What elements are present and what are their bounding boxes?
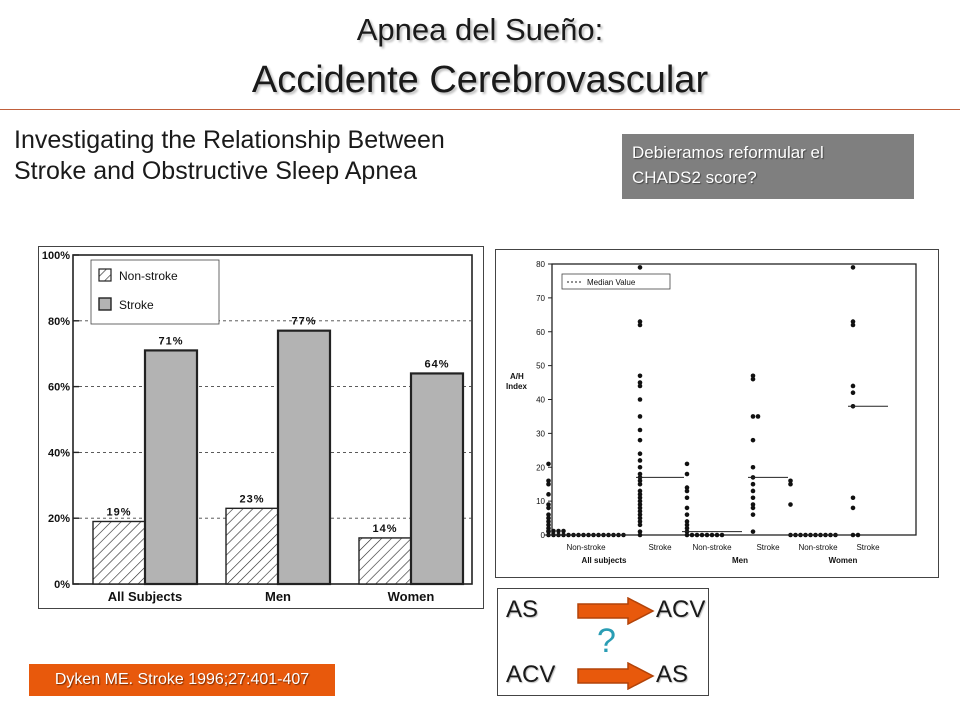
data-point xyxy=(751,529,756,534)
category-label: All Subjects xyxy=(107,589,183,604)
bar-non-stroke xyxy=(359,538,411,584)
y-tick-label: 60 xyxy=(536,327,545,337)
scatter-chart xyxy=(496,250,938,577)
bar-value-label: 19% xyxy=(106,506,132,519)
data-point xyxy=(685,472,690,477)
legend xyxy=(91,260,219,324)
data-point xyxy=(546,482,551,487)
bar-stroke xyxy=(278,331,330,584)
data-point xyxy=(638,523,643,528)
scatter-chart-panel xyxy=(495,249,939,578)
data-point xyxy=(638,465,643,470)
group-label: Stroke xyxy=(756,543,780,552)
data-point xyxy=(638,458,643,463)
data-point xyxy=(851,323,856,328)
data-point xyxy=(638,397,643,402)
bar-chart xyxy=(39,247,483,608)
data-point xyxy=(551,529,556,534)
y-tick-label: 70 xyxy=(536,293,545,303)
data-point xyxy=(546,529,551,534)
section-label: Women xyxy=(828,556,858,565)
data-point xyxy=(695,533,700,538)
data-point xyxy=(751,512,756,517)
data-point xyxy=(638,438,643,443)
y-tick-label: 40% xyxy=(47,447,70,460)
data-point xyxy=(685,495,690,500)
data-point xyxy=(546,506,551,511)
chads2-note-box xyxy=(622,134,914,199)
flow-top-right: ACV xyxy=(656,596,706,623)
category-label: Men xyxy=(265,589,291,604)
data-point xyxy=(638,482,643,487)
group-label: Non-stroke xyxy=(566,543,606,552)
data-point xyxy=(851,495,856,500)
data-point xyxy=(546,462,551,467)
data-point xyxy=(685,512,690,517)
bar-value-label: 71% xyxy=(158,335,184,348)
note-line1: Debieramos reformular el xyxy=(632,143,824,162)
y-tick-label: 0 xyxy=(540,531,545,540)
data-point xyxy=(851,390,856,395)
y-tick-label: 10 xyxy=(536,497,545,507)
y-axis-label: Index xyxy=(506,382,527,392)
plot-frame xyxy=(552,264,916,535)
subtitle-line1: Investigating the Relationship Between xyxy=(14,126,445,154)
category-label: Women xyxy=(387,589,435,604)
bar-non-stroke xyxy=(93,521,145,584)
bar-chart-panel xyxy=(38,246,484,609)
data-point xyxy=(705,533,710,538)
data-point xyxy=(751,414,756,419)
y-tick-label: 80% xyxy=(47,315,70,328)
section-label: All subjects xyxy=(581,556,627,565)
data-point xyxy=(561,529,566,534)
y-tick-label: 40 xyxy=(536,395,545,405)
legend-swatch-non-stroke xyxy=(99,269,111,281)
bar-value-label: 14% xyxy=(372,522,398,535)
y-tick-label: 50 xyxy=(536,361,545,371)
bar-value-label: 23% xyxy=(239,493,265,506)
bar-value-label: 77% xyxy=(291,315,317,328)
data-point xyxy=(751,377,756,382)
data-point xyxy=(638,414,643,419)
data-point xyxy=(685,489,690,494)
bar-non-stroke xyxy=(226,508,278,584)
bar-stroke xyxy=(411,373,463,584)
slide-subtitle xyxy=(14,125,445,187)
flow-bottom-right: AS xyxy=(656,661,689,688)
section-label: Men xyxy=(732,556,748,565)
data-point xyxy=(851,384,856,389)
data-point xyxy=(638,451,643,456)
data-point xyxy=(788,482,793,487)
slide-title-line2: Accidente Cerebrovascular xyxy=(251,59,709,101)
data-point xyxy=(751,438,756,443)
citation-badge: Dyken ME. Stroke 1996;27:401-407 xyxy=(29,664,335,696)
data-point xyxy=(638,533,643,538)
data-point xyxy=(710,533,715,538)
y-tick-label: 60% xyxy=(47,381,70,394)
title-divider xyxy=(0,109,960,110)
note-line2: CHADS2 score? xyxy=(632,168,757,187)
y-tick-label: 100% xyxy=(41,250,70,262)
data-point xyxy=(556,529,561,534)
data-point xyxy=(751,495,756,500)
y-tick-label: 0% xyxy=(54,579,70,591)
data-point xyxy=(690,533,695,538)
group-label: Non-stroke xyxy=(692,543,732,552)
y-tick-label: 20% xyxy=(47,513,70,526)
data-point xyxy=(851,533,856,538)
legend-swatch-stroke xyxy=(99,298,111,310)
arrow-right-icon xyxy=(576,662,656,690)
y-axis-label: A/H xyxy=(510,372,524,382)
legend-label-non-stroke: Non-stroke xyxy=(119,269,178,283)
data-point xyxy=(751,465,756,470)
data-point xyxy=(856,533,861,538)
data-point xyxy=(638,323,643,328)
data-point xyxy=(788,502,793,507)
flow-bottom-left: ACV xyxy=(506,661,556,688)
group-label: Stroke xyxy=(648,543,672,552)
y-tick-label: 20 xyxy=(536,463,545,473)
data-point xyxy=(638,428,643,433)
data-point xyxy=(546,492,551,497)
group-label: Non-stroke xyxy=(798,543,838,552)
question-mark: ? xyxy=(597,622,616,660)
data-point xyxy=(751,506,756,511)
subtitle-line2: Stroke and Obstructive Sleep Apnea xyxy=(14,157,418,185)
slide-title-line1: Apnea del Sueño: xyxy=(356,12,604,47)
data-point xyxy=(685,462,690,467)
data-point xyxy=(720,533,725,538)
bar-value-label: 64% xyxy=(424,358,450,371)
data-point xyxy=(851,506,856,511)
data-point xyxy=(638,373,643,378)
flow-top-left: AS xyxy=(506,596,539,623)
causality-box xyxy=(497,588,709,696)
data-point xyxy=(751,489,756,494)
group-label: Stroke xyxy=(856,543,880,552)
data-point xyxy=(756,414,761,419)
data-point xyxy=(685,506,690,511)
legend-label-stroke: Stroke xyxy=(119,298,154,312)
bar-stroke xyxy=(145,350,197,584)
data-point xyxy=(751,482,756,487)
data-point xyxy=(638,384,643,389)
legend-median-label: Median Value xyxy=(587,278,636,287)
y-tick-label: 30 xyxy=(536,429,545,439)
data-point xyxy=(638,265,643,270)
arrow-right-icon xyxy=(576,597,656,625)
y-tick-label: 80 xyxy=(536,260,545,269)
data-point xyxy=(715,533,720,538)
data-point xyxy=(685,533,690,538)
data-point xyxy=(700,533,705,538)
data-point xyxy=(851,265,856,270)
